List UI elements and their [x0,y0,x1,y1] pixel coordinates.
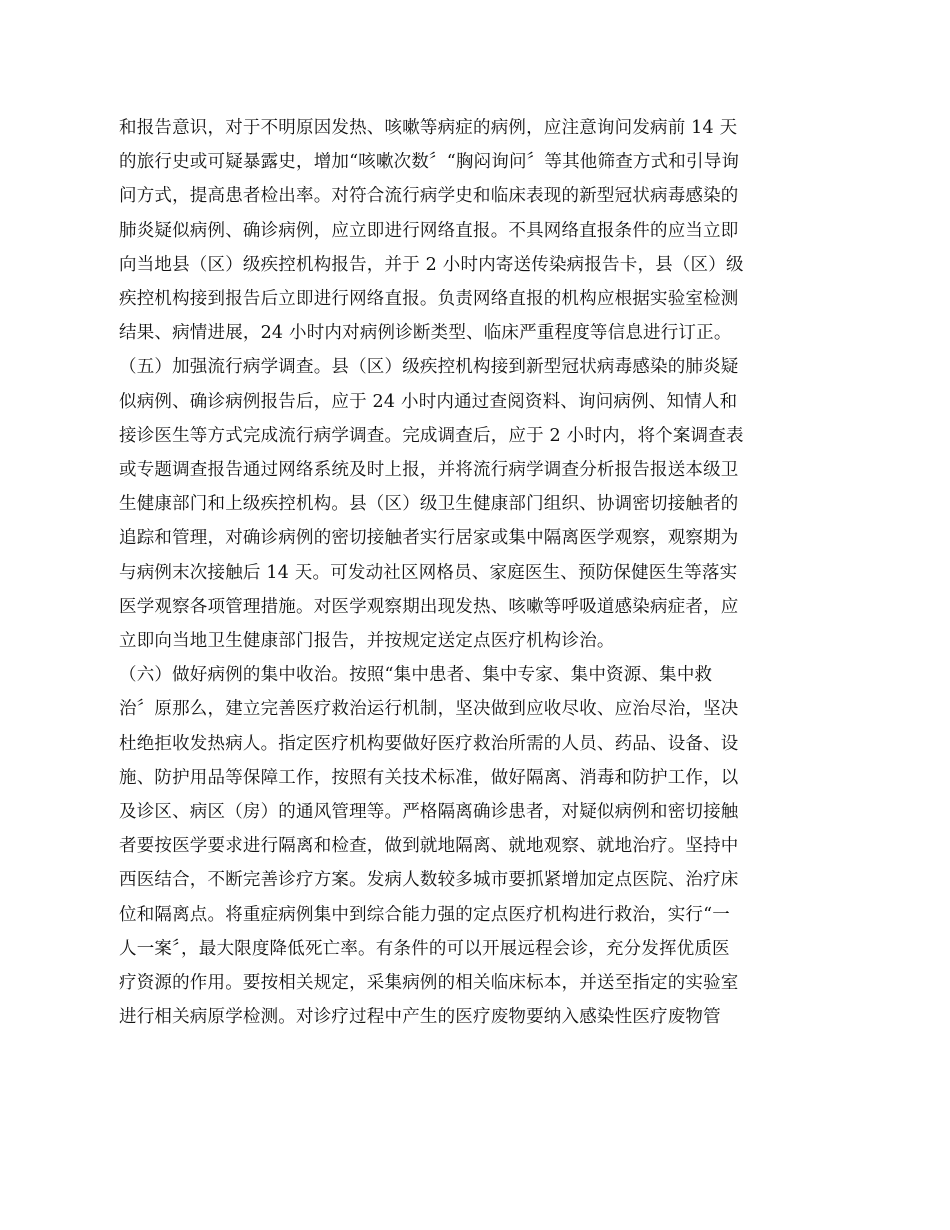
text-line: 治〞原那么，建立完善医疗救治运行机制，坚决做到应收尽收、应治尽治，坚决 [119,699,739,720]
text-line: 疗资源的作用。要按相关规定，采集病例的相关临床标本，并送至指定的实验室 [119,973,739,993]
text-line: 进行相关病原学检测。对诊疗过程中产生的医疗废物要纳入感染性医疗废物管 [119,1007,721,1028]
text-line: 杜绝拒收发热病人。指定医疗机构要做好医疗救治所需的人员、药品、设备、设 [119,733,739,754]
text-line: 立即向当地卫生健康部门报告，并按规定送定点医疗机构诊治。 [119,631,615,651]
text-line: 肺炎疑似病例、确诊病例，应立即进行网络直报。不具网络直报条件的应当立即 [119,220,739,241]
text-line: 与病例末次接触后 14 天。可发动社区网格员、家庭医生、预防保健医生等落实 [119,562,738,583]
text-line: 及诊区、病区（房）的通风管理等。严格隔离确诊患者，对疑似病例和密切接触 [119,802,739,822]
text-line: 施、防护用品等保障工作，按照有关技术标准，做好隔离、消毒和防护工作，以 [119,767,739,788]
text-line: 医学观察各项管理措施。对医学观察期出现发热、咳嗽等呼吸道感染病症者，应 [119,596,739,617]
text-line: 追踪和管理，对确诊病例的密切接触者实行居家或集中隔离医学观察，观察期为 [119,528,739,549]
text-line: 生健康部门和上级疾控机构。县（区）级卫生健康部门组织、协调密切接触者的 [119,494,739,515]
text-line: 结果、病情进展，24 小时内对病例诊断类型、临床严重程度等信息进行订正。 [119,323,732,344]
text-line: 位和隔离点。将重症病例集中到综合能力强的定点医疗机构进行救治，实行“一 [119,904,730,925]
text-line: 疾控机构接到报告后立即进行网络直报。负责网络直报的机构应根据实验室检测 [119,289,739,309]
text-line: （六）做好病例的集中收治。按照“集中患者、集中专家、集中资源、集中救 [119,665,713,686]
text-line: 者要按医学要求进行隔离和检查，做到就地隔离、就地观察、就地治疗。坚持中 [119,836,739,857]
text-line: 向当地县（区）级疾控机构报告，并于 2 小时内寄送传染病报告卡，县（区）级 [119,254,744,275]
text-line: 人一案〞，最大限度降低死亡率。有条件的可以开展远程会诊，充分发挥优质医 [119,938,730,959]
text-line: 西医结合，不断完善诊疗方案。发病人数较多城市要抓紧增加定点医院、治疗床 [119,870,739,891]
text-line: 或专题调查报告通过网络系统及时上报，并将流行病学调查分析报告报送本级卫 [119,460,739,480]
text-line: 似病例、确诊病例报告后，应于 24 小时内通过查阅资料、询问病例、知情人和 [119,391,738,412]
text-line: 和报告意识，对于不明原因发热、咳嗽等病症的病例，应注意询问发病前 14 天 [119,118,738,138]
text-line: 问方式，提高患者检出率。对符合流行病学史和临床表现的新型冠状病毒感染的 [119,186,739,207]
text-line: （五）加强流行病学调查。县（区）级疾控机构接到新型冠状病毒感染的肺炎疑 [119,357,739,378]
text-line: 接诊医生等方式完成流行病学调查。完成调查后，应于 2 小时内，将个案调查表 [119,425,744,446]
text-line: 的旅行史或可疑暴露史，增加“咳嗽次数〞“胸闷询问〞等其他筛查方式和引导询 [119,152,740,173]
